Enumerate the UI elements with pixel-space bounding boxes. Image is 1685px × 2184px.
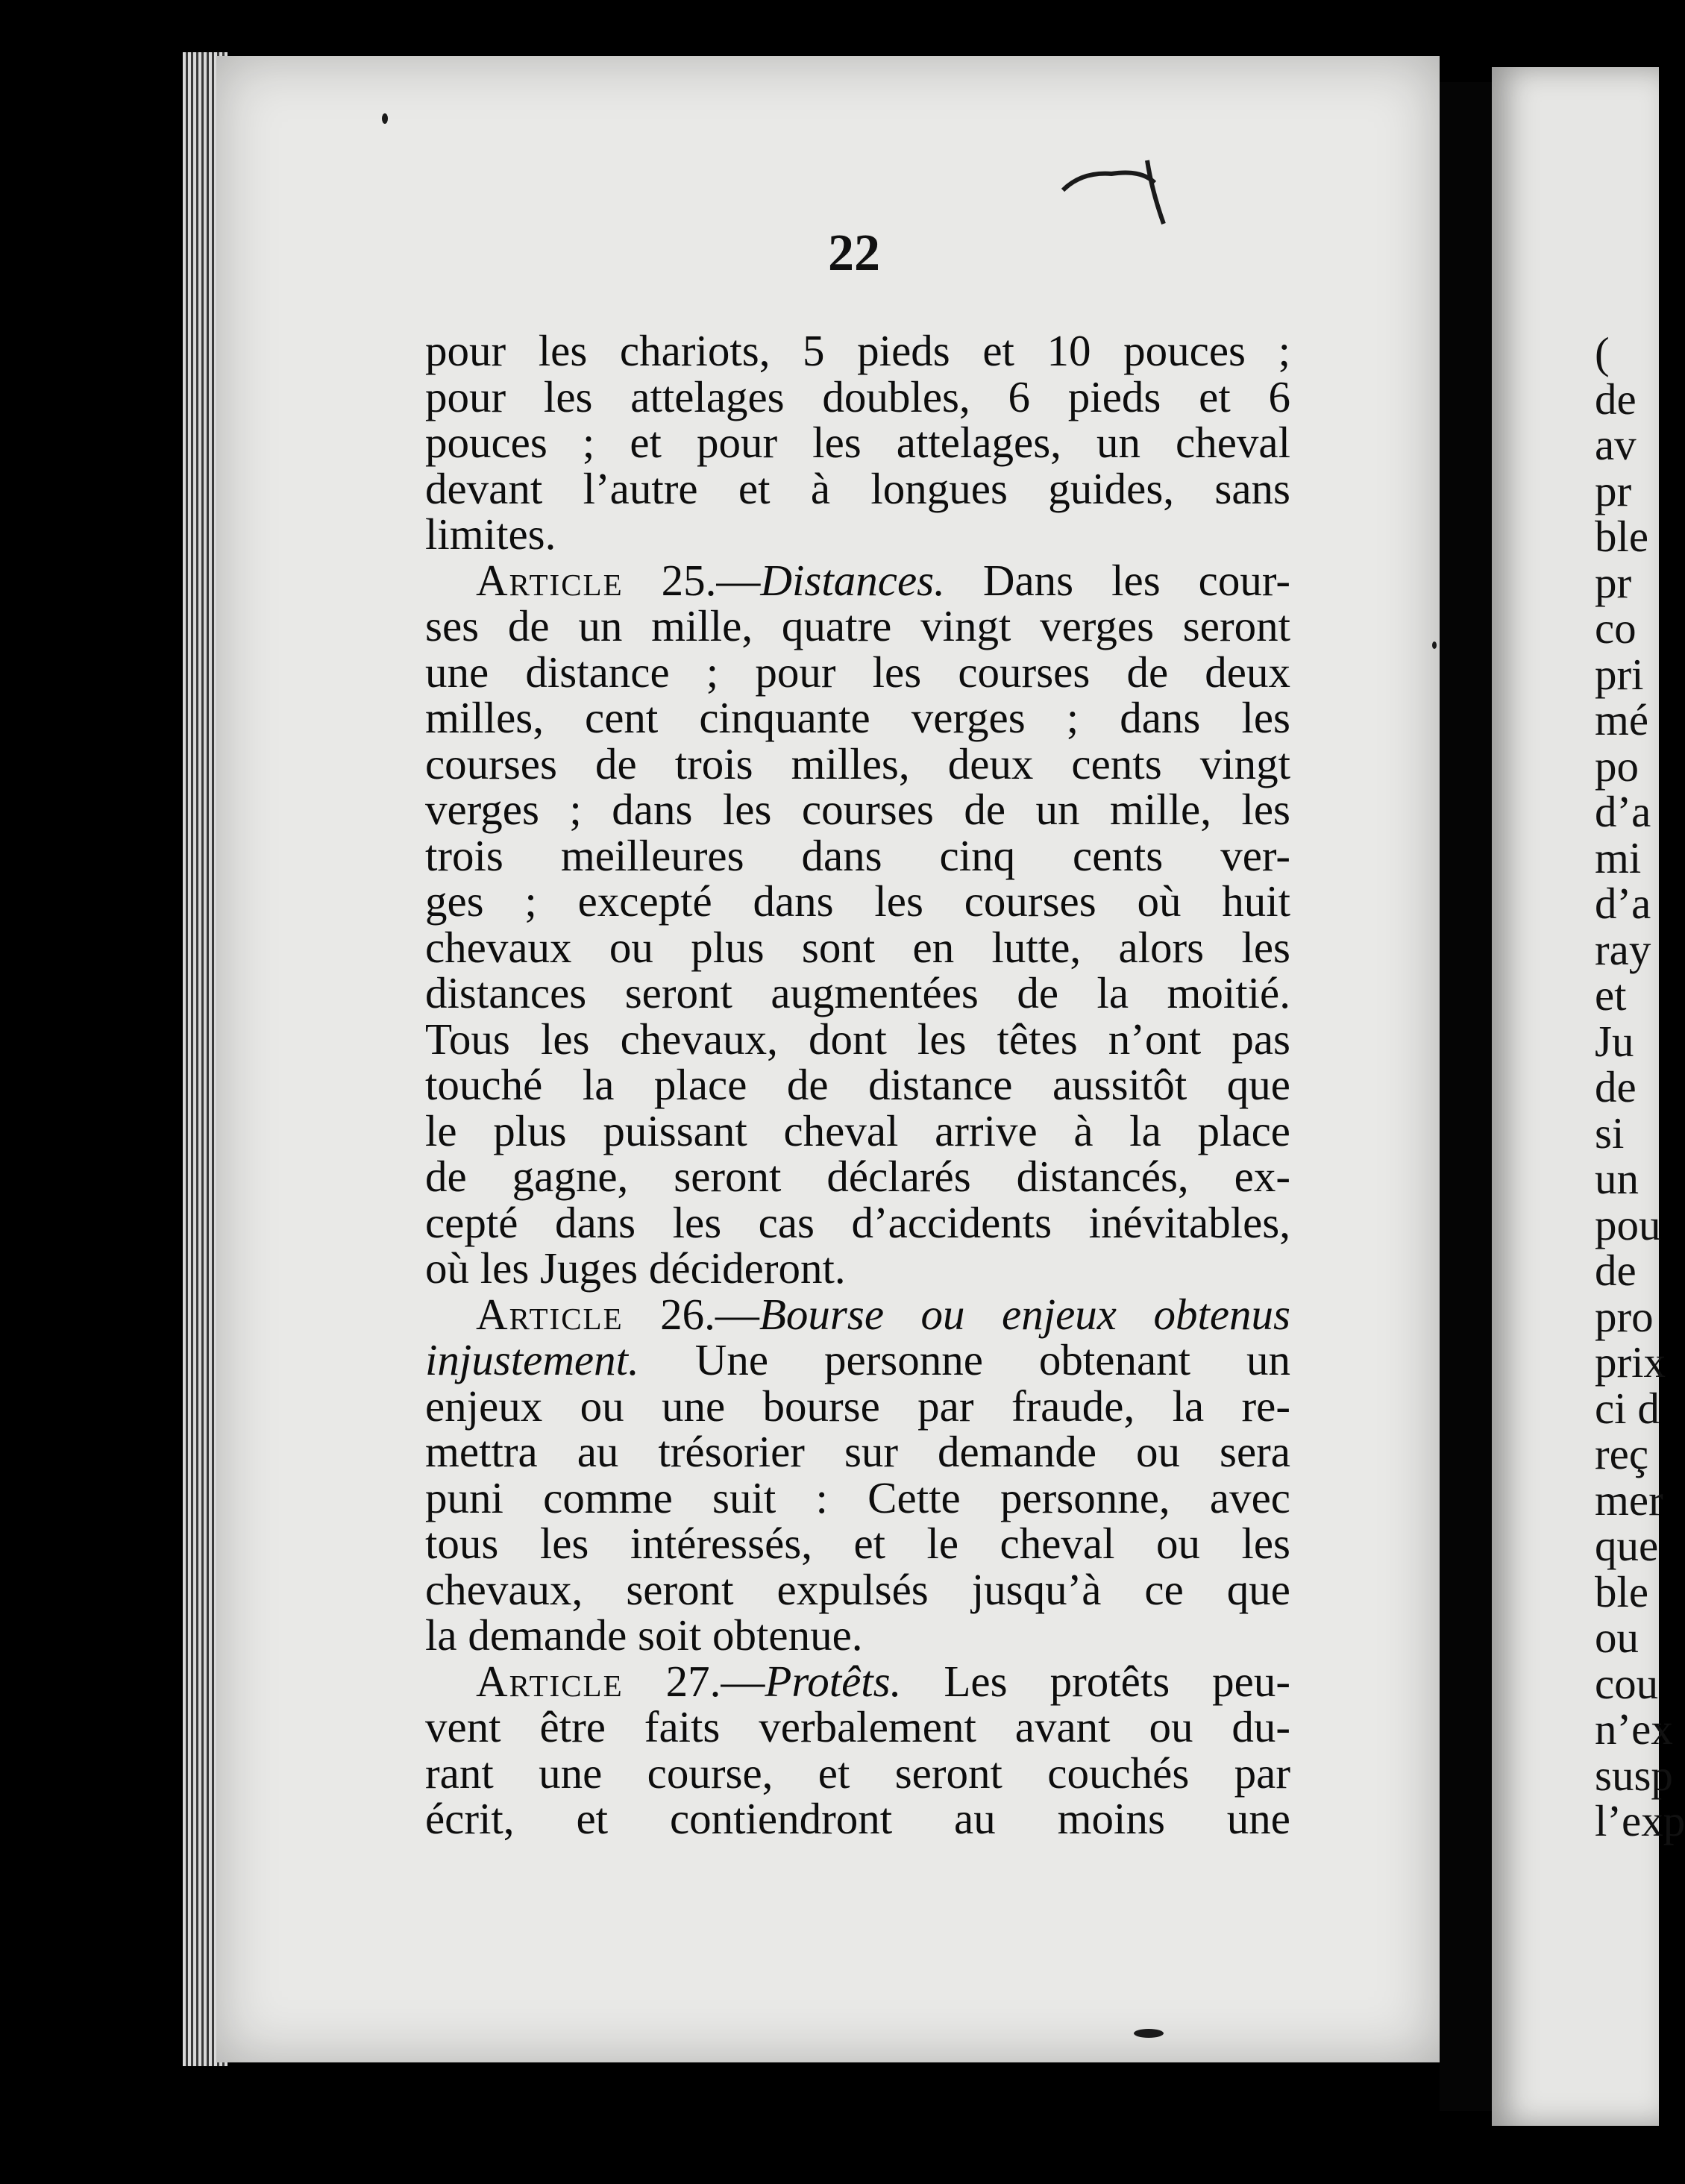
article-title: injustement. bbox=[425, 1335, 639, 1384]
ink-speck bbox=[1432, 641, 1437, 649]
text-line: Tous les chevaux, dont les têtes n’ont pas bbox=[425, 1014, 1290, 1064]
text-line: limites. bbox=[425, 509, 556, 559]
text-line: chevaux, seront expulsés jusqu’à ce que bbox=[425, 1564, 1290, 1614]
text-line: tous les intéressés, et le cheval ou les bbox=[425, 1519, 1290, 1568]
facing-page-fragment: pr bbox=[1595, 557, 1632, 607]
pencil-squiggle bbox=[1059, 153, 1171, 235]
text-line: pour les attelages doubles, 6 pieds et 6 bbox=[425, 371, 1290, 421]
facing-page-text-fragments bbox=[1595, 328, 1685, 1845]
article-number: 27.— bbox=[665, 1656, 765, 1706]
facing-page-fragment: pri bbox=[1595, 649, 1644, 699]
text-line: mettra au trésorier sur demande ou sera bbox=[425, 1427, 1290, 1476]
text-line: enjeux ou une bourse par fraude, la re- bbox=[425, 1381, 1290, 1431]
article-label: Article bbox=[476, 555, 624, 605]
ink-speck bbox=[1134, 2029, 1164, 2038]
facing-page-fragment: ray bbox=[1595, 924, 1651, 974]
article-title: Protêts. bbox=[765, 1656, 902, 1706]
text-line bbox=[425, 1337, 1290, 1384]
article-title: Distances. bbox=[760, 555, 945, 605]
facing-page-fragment: un bbox=[1595, 1154, 1639, 1203]
text-line: cepté dans les cas d’accidents inévitables, bbox=[425, 1197, 1290, 1247]
facing-page-fragment: pou bbox=[1595, 1199, 1661, 1249]
text-line: devant l’autre et à longues guides, sans bbox=[425, 463, 1290, 513]
text-line: une distance ; pour les courses de deux bbox=[425, 647, 1290, 697]
article-26-heading bbox=[425, 1289, 1291, 1339]
text-line: écrit, et contiendront au moins une bbox=[425, 1794, 1290, 1843]
book-gutter bbox=[1440, 82, 1492, 2111]
text-line: verges ; dans les courses de un mille, les bbox=[425, 785, 1290, 834]
facing-page-fragment: co bbox=[1595, 603, 1637, 653]
facing-page-fragment: av bbox=[1595, 420, 1637, 469]
text-line: chevaux ou plus sont en lutte, alors les bbox=[425, 922, 1290, 972]
article-25-heading bbox=[425, 555, 1290, 605]
facing-page-fragment: pro bbox=[1595, 1291, 1654, 1341]
facing-page-fragment: mi bbox=[1595, 832, 1642, 882]
facing-page-fragment: susp bbox=[1595, 1750, 1673, 1800]
facing-page-fragment: ble bbox=[1595, 512, 1649, 561]
facing-page-fragment: ou bbox=[1595, 1613, 1639, 1662]
facing-page-fragment: d’a bbox=[1595, 787, 1651, 836]
text-line: vent être faits verbalement avant ou du- bbox=[425, 1702, 1290, 1751]
facing-page-fragment: de bbox=[1595, 1062, 1637, 1111]
ink-speck bbox=[382, 113, 388, 124]
facing-page-fragment: de bbox=[1595, 1246, 1637, 1295]
facing-page-fragment: ble bbox=[1595, 1566, 1649, 1616]
text-line: de gagne, seront déclarés distancés, ex- bbox=[425, 1152, 1290, 1201]
article-label: Article bbox=[476, 1656, 624, 1706]
facing-page-fragment: l’exp bbox=[1595, 1796, 1685, 1845]
facing-page-fragment: et bbox=[1595, 970, 1627, 1020]
facing-page-fragment: pr bbox=[1595, 465, 1632, 515]
facing-page-fragment: mé bbox=[1595, 695, 1649, 744]
facing-page-fragment: prix bbox=[1595, 1337, 1666, 1387]
text-line: la demande soit obtenue. bbox=[425, 1610, 863, 1660]
article-label: Article bbox=[476, 1289, 624, 1339]
facing-page-fragment: cou bbox=[1595, 1658, 1659, 1708]
text-line: touché la place de distance aussitôt que bbox=[425, 1060, 1290, 1109]
text-line: ges ; excepté dans les courses où huit bbox=[425, 876, 1290, 926]
text-fragment: Les protêts peu- bbox=[944, 1656, 1290, 1706]
text-line: le plus puissant cheval arrive à la place bbox=[425, 1105, 1290, 1155]
article-number: 26.— bbox=[660, 1289, 759, 1339]
text-fragment: Une personne obtenant un bbox=[694, 1335, 1291, 1384]
text-line: trois meilleures dans cinq cents ver- bbox=[425, 830, 1290, 880]
page-number: 22 bbox=[828, 225, 880, 282]
facing-page-fragment: mer bbox=[1595, 1475, 1663, 1525]
text-line: courses de trois milles, deux cents vingt bbox=[425, 738, 1290, 788]
text-line: puni comme suit : Cette personne, avec bbox=[425, 1472, 1290, 1522]
facing-page-fragment: si bbox=[1595, 1108, 1625, 1158]
article-title: Bourse ou enjeux obtenus bbox=[759, 1289, 1291, 1339]
text-line: distances seront augmentées de la moitié. bbox=[425, 968, 1290, 1017]
facing-page-fragment: ci d bbox=[1595, 1383, 1660, 1433]
facing-page-fragment: de bbox=[1595, 374, 1637, 424]
article-number: 25.— bbox=[661, 555, 761, 605]
article-27-heading bbox=[425, 1656, 1290, 1706]
facing-page-fragment: n’ex bbox=[1595, 1704, 1673, 1754]
text-line: ses de un mille, quatre vingt verges seront bbox=[425, 601, 1290, 650]
page-body-text bbox=[425, 328, 1290, 1842]
facing-page-fragment: d’a bbox=[1595, 879, 1651, 928]
text-line: pouces ; et pour les attelages, un cheval bbox=[425, 418, 1290, 467]
facing-page-fragment: ( bbox=[1595, 328, 1610, 377]
text-line: milles, cent cinquante verges ; dans les bbox=[425, 693, 1290, 742]
facing-page-fragment: Ju bbox=[1595, 1016, 1634, 1066]
facing-page-fragment: reç bbox=[1595, 1429, 1649, 1478]
text-line: pour les chariots, 5 pieds et 10 pouces ; bbox=[425, 326, 1290, 375]
text-fragment: Dans les cour- bbox=[982, 555, 1290, 605]
facing-page-fragment: que bbox=[1595, 1521, 1659, 1570]
text-line: où les Juges décideront. bbox=[425, 1243, 846, 1293]
text-line: rant une course, et seront couchés par bbox=[425, 1748, 1290, 1798]
facing-page-fragment: po bbox=[1595, 741, 1639, 791]
